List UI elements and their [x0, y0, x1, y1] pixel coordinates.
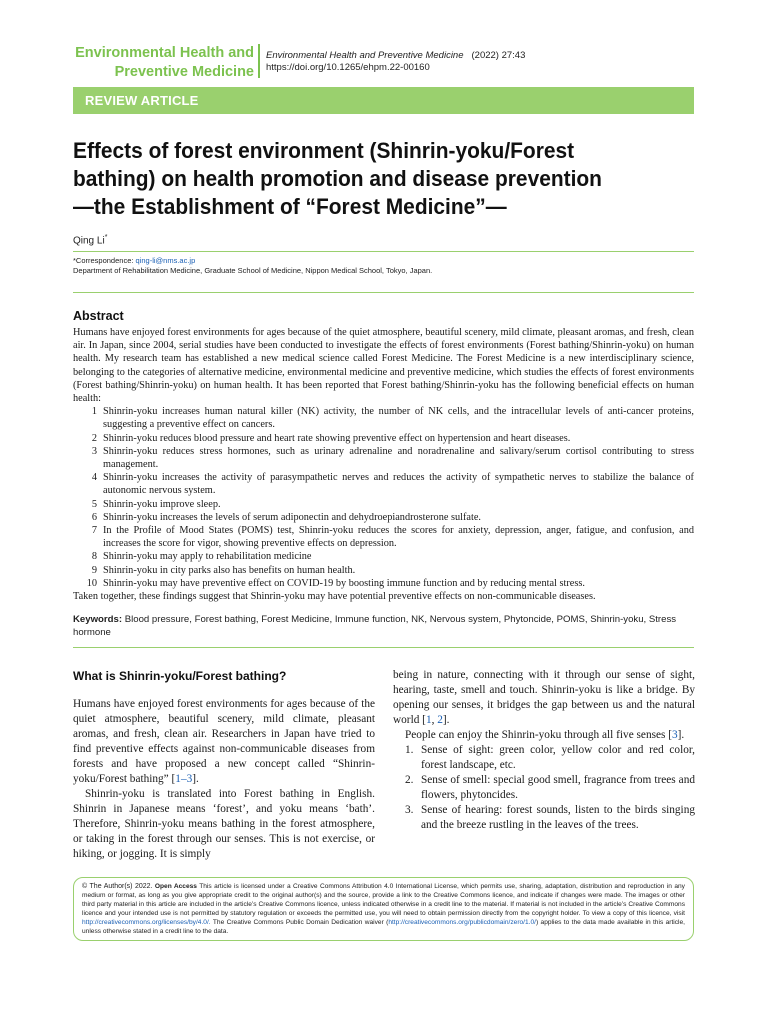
license-text: ) applies to the data made available in this article, unless otherwise stated in a credit line to the data. [82, 918, 686, 935]
list-item-number: 4 [91, 472, 97, 484]
author-rule [73, 251, 694, 252]
list-item-text: Shinrin-yoku may apply to rehabilitation medicine [103, 551, 312, 563]
journal-logo-line1: Environmental Health and [75, 45, 254, 61]
list-item [73, 577, 694, 590]
article-type-banner [73, 87, 694, 114]
keywords [73, 613, 694, 639]
citation-link[interactable]: 1–3 [175, 773, 193, 785]
affiliation-rule [73, 292, 694, 293]
author-mark: * [104, 234, 108, 241]
list-item [393, 743, 695, 773]
senses-list [393, 743, 695, 833]
list-item-number: 1 [91, 406, 97, 418]
journal-logo-line2: Preventive Medicine [114, 64, 254, 80]
title-line: bathing) on health promotion and disease prevention [73, 166, 602, 191]
journal-name: Environmental Health and Preventive Medicine [266, 50, 464, 61]
list-item-number: 3. [405, 804, 414, 816]
abstract-intro: Humans have enjoyed forest environments for ages because of the quiet atmosphere, beautiful scenery, mild climate, pleasant aromas, and fresh, clean air. In Japan, since 2004, serial studies have been conducted to investigate the effects of forest environments (Forest bathing/Shinrin-yoku) on human health. My research team has established a new medical science called Forest Medicine. The Forest Medicine is a new interdisciplinary science, belonging to the categories of alternative medicine, environmental medicine and preventive medicine, which studies the effects of forest environments (Forest bathing/Shinrin-yoku) on human health. It has been reported that Forest bathing/Shinrin-yoku has the following beneficial effects on human health: [73, 327, 694, 405]
author-name[interactable]: Qing Li [73, 235, 105, 247]
paragraph-text: ]. [192, 773, 199, 785]
list-item-text: Shinrin-yoku increases human natural killer (NK) activity, the number of NK cells, and the intracellular levels of anti-cancer proteins, suggesting a preventive effect on cancers. [103, 406, 694, 431]
title-line: —the Establishment of “Forest Medicine”— [73, 194, 507, 219]
paragraph-text: being in nature, connecting with it through our sense of sight, hearing, taste, smell and touch. Shinrin-yoku is like a bridge. By opening our senses, it bridges the gap between us and the natural world [ [393, 669, 695, 726]
article-title [73, 137, 650, 221]
journal-year-volume: (2022) 27:43 [471, 50, 526, 61]
paragraph-text: ]. [677, 729, 685, 741]
list-item-text: Shinrin-yoku improve sleep. [103, 498, 221, 510]
header-info [266, 50, 525, 74]
paragraph-text: People can enjoy the Shinrin-yoku through all five senses [ [405, 729, 672, 741]
list-item [73, 471, 694, 497]
list-item-text: Shinrin-yoku increases the levels of serum adiponectin and dehydroepiandrosterone sulfate. [103, 511, 482, 523]
list-item-text: Sense of sight: green color, yellow color and red color, forest landscape, etc. [421, 744, 695, 771]
paragraph-text: , [431, 714, 438, 726]
list-item-number: 9 [91, 564, 97, 576]
paragraph [73, 787, 375, 862]
list-item-text: Shinrin-yoku reduces blood pressure and heart rate showing preventive effect on hypertension and heart diseases. [103, 432, 571, 444]
abstract-list [73, 405, 694, 590]
paragraph-text: ]. [442, 714, 450, 726]
license-url-link[interactable]: http://creativecommons.org/licenses/by/4.0/. [82, 918, 211, 926]
license-text: The Creative Commons Public Domain Dedication waiver ( [212, 918, 389, 926]
doi-link[interactable]: https://doi.org/10.1265/ehpm.22-00160 [266, 62, 430, 73]
abstract-conclusion: Taken together, these findings suggest that Shinrin-yoku may have potential preventive effects on non-communicable diseases. [73, 591, 596, 603]
paragraph [393, 728, 695, 743]
license-text: This article is licensed under a Creative Commons Attribution 4.0 International License, which permits use, sharing, adaptation, distribution and reproduction in any medium or format, as long as you give appropriate credit to the original author(s) and the source, provide a link to the Creative Commons licence, and indicate if changes were made. The images or other third party material in this article are included in the article’s Creative Commons licence, unless indicated otherwise in a credit line to the material. If material is not included in the article’s Creative Commons licence and your intended use is not permitted by statutory regulation or exceeds the permitted use, you will need to obtain permission directly from the copyright holder. To view a copy of this licence, visit [82, 883, 685, 917]
paragraph [73, 697, 375, 787]
list-item [73, 498, 694, 511]
list-item [73, 564, 694, 577]
left-column [73, 669, 375, 862]
section-heading: What is Shinrin-yoku/Forest bathing? [73, 669, 287, 683]
correspondence-email[interactable]: qing-li@nms.ac.jp [135, 256, 196, 265]
paragraph-text: Shinrin-yoku is translated into Forest bathing in English. Shinrin in Japanese means ‘forest’, and yoku means ‘bath’. Therefore, Shinrin-yoku means bathing in the forest atmosphere, or taking in the forest through our senses. This is not exercise, or hiking, or jogging. It is simply [73, 788, 375, 860]
affiliation-block [73, 256, 432, 276]
list-item-text: In the Profile of Mood States (POMS) test, Shinrin-yoku reduces the scores for anxiety, depression, anger, fatigue, and confusion, and increases the score for vigor, showing preventive effects on depression. [103, 525, 694, 550]
list-item-number: 5 [91, 498, 97, 510]
paragraph-text: Humans have enjoyed forest environments for ages because of the quiet atmosphere, beautiful scenery, mild climate, pleasant aromas, and fresh, clean air. Researchers in Japan have tried to find preventive effects against non-communicable diseases from forests and have proposed a new concept called “Shinrin-yoku/Forest bathing” [ [73, 698, 375, 785]
list-item [73, 511, 694, 524]
department: Department of Rehabilitation Medicine, Graduate School of Medicine, Nippon Medical School, Tokyo, Japan. [73, 266, 433, 275]
list-item [73, 550, 694, 563]
keywords-label: Keywords: [73, 614, 123, 625]
citation-link[interactable]: 2 [437, 714, 443, 726]
citation-link[interactable]: 3 [672, 729, 678, 741]
list-item [393, 773, 695, 803]
journal-logo [74, 44, 254, 82]
keywords-rule [73, 647, 694, 648]
keywords-text: Blood pressure, Forest bathing, Forest Medicine, Immune function, NK, Nervous system, Phytoncide, POMS, Shinrin-yoku, Stress hormone [73, 614, 677, 638]
list-item-text: Shinrin-yoku may have preventive effect on COVID-19 by boosting immune function and by reducing mental stress. [103, 577, 585, 589]
abstract-heading: Abstract [73, 309, 124, 323]
author-line [73, 234, 107, 246]
list-item-text: Sense of hearing: forest sounds, listen to the birds singing and the breeze rustling in the leaves of the trees. [421, 804, 695, 831]
list-item [73, 405, 694, 431]
title-line: Effects of forest environment (Shinrin-yoku/Forest [73, 138, 575, 163]
list-item-number: 10 [86, 577, 97, 589]
right-column [393, 668, 695, 833]
license-box [73, 877, 694, 941]
abstract-body [73, 326, 694, 603]
list-item-number: 2 [91, 432, 97, 444]
list-item-number: 7 [91, 525, 97, 537]
cc0-url-link[interactable]: http://creativecommons.org/publicdomain/zero/1.0/ [388, 918, 537, 926]
list-item-text: Sense of smell: special good smell, fragrance from trees and flowers, phytoncides. [421, 774, 695, 801]
list-item-number: 6 [91, 511, 97, 523]
list-item [73, 432, 694, 445]
list-item-number: 1. [405, 744, 414, 756]
paragraph-continued [393, 668, 695, 728]
list-item-text: Shinrin-yoku in city parks also has benefits on human health. [103, 564, 356, 576]
list-item-text: Shinrin-yoku increases the activity of parasympathetic nerves and reduces the activity of sympathetic nerves to stabilize the balance of autonomic nervous system. [103, 472, 694, 497]
list-item [73, 524, 694, 550]
correspondence-label: *Correspondence: [73, 256, 136, 265]
open-access-label: Open Access [154, 883, 197, 890]
header-divider [258, 44, 260, 78]
list-item-number: 8 [91, 551, 97, 563]
copyright-notice: © The Author(s) 2022. [82, 883, 153, 890]
article-type-label: REVIEW ARTICLE [85, 93, 199, 108]
list-item-number: 3 [91, 445, 97, 457]
list-item [393, 803, 695, 833]
list-item-text: Shinrin-yoku reduces stress hormones, such as urinary adrenaline and noradrenaline and salivary/serum cortisol contributing to stress management. [103, 445, 694, 471]
list-item-number: 2. [405, 774, 414, 786]
citation-link[interactable]: 1 [425, 714, 432, 726]
list-item [73, 445, 694, 471]
